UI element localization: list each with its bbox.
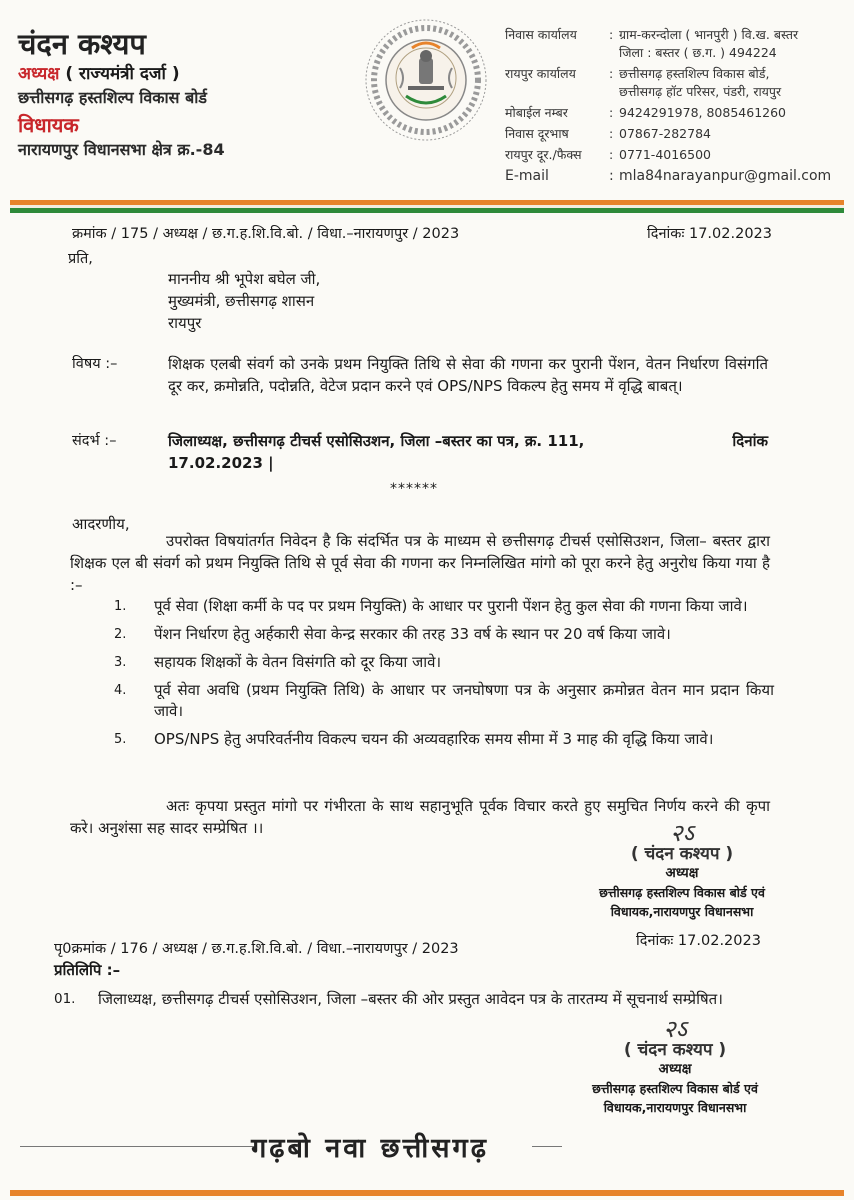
contact-value: जिला : बस्तर ( छ.ग. ) 494224 xyxy=(619,45,777,60)
reference-label: संदर्भ :– xyxy=(72,433,117,449)
footer-stripe xyxy=(10,1190,844,1196)
item-text: पेंशन निर्धारण हेतु अर्हकारी सेवा केन्द्र सरकार की तरह 33 वर्ष के स्थान पर 20 वर्ष किया जावे। xyxy=(154,625,671,643)
signature-block-copy xyxy=(555,1015,795,1117)
item-number: 2. xyxy=(114,627,127,642)
contact-key: रायपुर कार्यालय xyxy=(505,66,576,81)
sender-name: चंदन कश्यप xyxy=(18,27,146,61)
contact-value: 9424291978, 8085461260 xyxy=(619,105,787,120)
footer-rule xyxy=(532,1146,562,1147)
signatory-line: छत्तीसगढ़ हस्तशिल्प विकास बोर्ड एवं xyxy=(599,885,765,900)
item-text: जिलाध्यक्ष, छत्तीसगढ़ टीचर्स एसोसिउशन, जिला –बस्तर की ओर प्रस्तुत आवेदन पत्र के तारतम्य में सूचनार्थ सम्प्रेषित। xyxy=(98,990,723,1008)
item-number: 4. xyxy=(114,683,127,698)
reference-line xyxy=(72,223,772,245)
contact-row-residence-2 xyxy=(505,44,845,62)
item-text: पूर्व सेवा अवधि (प्रथम नियुक्ति तिथि) के आधार पर जनघोषणा पत्र के अनुसार क्रमोन्नत वेतन मान प्रदान किया जावे। xyxy=(154,681,774,720)
item-number: 01. xyxy=(54,991,76,1007)
demands-list xyxy=(114,596,774,757)
subject-label: विषय :– xyxy=(72,356,118,372)
board-name: छत्तीसगढ़ हस्तशिल्प विकास बोर्ड xyxy=(18,88,207,107)
item-number: 1. xyxy=(114,599,127,614)
copy-date: दिनांकः 17.02.2023 xyxy=(636,933,761,949)
letterhead-left xyxy=(18,26,348,162)
copy-reference-number: पृ0क्रमांक / 176 / अध्यक्ष / छ.ग.ह.शि.वि.बो. / विधा.–नारायणपुर / 2023 xyxy=(54,941,459,957)
contact-row-raipur: रायपुर कार्यालय : छत्तीसगढ़ हस्तशिल्प विकास बोर्ड, xyxy=(505,65,845,83)
addressee-line: रायपुर xyxy=(168,314,202,332)
signatory-line: विधायक,नारायणपुर विधानसभा xyxy=(610,904,754,919)
list-item xyxy=(114,652,774,673)
signature-scribble: २ऽ xyxy=(663,1015,687,1043)
contact-key: E-mail xyxy=(505,168,549,184)
letter-date: दिनांकः 17.02.2023 xyxy=(647,226,772,242)
item-number: 5. xyxy=(114,732,127,747)
state-emblem-icon xyxy=(364,18,488,142)
item-text: पूर्व सेवा (शिक्षा कर्मी के पद पर प्रथम नियुक्ति) के आधार पर पुरानी पेंशन हेतु कुल सेवा की गणना किया जावे। xyxy=(154,597,748,615)
reference-text xyxy=(168,430,768,474)
contact-value: 07867-282784 xyxy=(619,126,711,141)
footer-slogan: गढ़बो नवा छत्तीसगढ़ xyxy=(251,1133,489,1164)
copy-heading: प्रतिलिपि :– xyxy=(54,961,121,979)
reference-number: क्रमांक / 175 / अध्यक्ष / छ.ग.ह.शि.वि.बो. / विधा.–नारायणपुर / 2023 xyxy=(72,226,460,242)
addressee-line: मुख्यमंत्री, छत्तीसगढ़ शासन xyxy=(168,292,315,310)
signatory-line: छत्तीसगढ़ हस्तशिल्प विकास बोर्ड एवं xyxy=(592,1081,758,1096)
contact-value: छत्तीसगढ़ हॉट परिसर, पंडरी, रायपुर xyxy=(619,84,782,99)
list-item xyxy=(114,624,774,645)
signatory-name: ( चंदन कश्यप ) xyxy=(623,1040,727,1060)
separator: ****** xyxy=(390,481,438,497)
signature-scribble: २ऽ xyxy=(670,819,694,847)
item-text: OPS/NPS हेतु अपरिवर्तनीय विकल्प चयन की अव्यवहारिक समय सीमा में 3 माह की वृद्धि किया जावे। xyxy=(154,730,714,748)
constituency: नारायणपुर विधानसभा क्षेत्र क्र.-84 xyxy=(18,140,225,159)
list-item xyxy=(54,988,774,1010)
signatory-line: विधायक,नारायणपुर विधानसभा xyxy=(603,1100,747,1115)
signature-block xyxy=(562,819,802,921)
reference-date-word: दिनांक xyxy=(732,432,768,450)
salutation: आदरणीय, xyxy=(72,515,130,533)
contact-row-phone: निवास दूरभाष : 07867-282784 xyxy=(505,125,845,143)
contact-value: ग्राम-करन्दोला ( भानपुरी ) वि.ख. बस्तर xyxy=(619,27,799,42)
contact-row-residence: निवास कार्यालय : ग्राम-करन्दोला ( भानपुरी ) वि.ख. बस्तर xyxy=(505,26,845,44)
mla-title: विधायक xyxy=(18,113,79,137)
signatory-name: ( चंदन कश्यप ) xyxy=(630,844,734,864)
role-prefix: अध्यक्ष xyxy=(18,64,60,84)
addressee-block xyxy=(168,268,320,334)
contact-row-email: E-mail : mla84narayanpur@gmail.com xyxy=(505,166,845,186)
item-number: 3. xyxy=(114,655,127,670)
signatory-designation: अध्यक्ष xyxy=(658,1061,692,1077)
list-item xyxy=(114,729,774,750)
list-item xyxy=(114,680,774,722)
green-stripe xyxy=(10,208,844,213)
contact-row-fax: रायपुर दूर./फैक्स : 0771-4016500 xyxy=(505,146,845,164)
contact-row-mobile: मोबाईल नम्बर : 9424291978, 8085461260 xyxy=(505,104,845,122)
closing-paragraph: अतः कृपया प्रस्तुत मांगो पर गंभीरता के साथ सहानुभूति पूर्वक विचार करते हुए समुचित निर्णय करने की कृपा करे। अनुशंसा सह सादर सम्प्रेषित ।। xyxy=(70,797,770,837)
contact-key: मोबाईल नम्बर xyxy=(505,105,568,120)
contact-row-raipur-2 xyxy=(505,83,845,101)
email-link[interactable]: mla84narayanpur@gmail.com xyxy=(619,168,832,184)
contact-key: निवास कार्यालय xyxy=(505,27,577,42)
intro-paragraph: उपरोक्त विषयांतर्गत निवेदन है कि संदर्भित पत्र के माध्यम से छत्तीसगढ़ टीचर्स एसोसिउशन, जिला– बस्तर द्वारा शिक्षक एल बी संवर्ग को प्रथम नियुक्ति तिथि से पूर्व सेवा की गणना कर निम्नलिखित मांगो को पूरा करने हेतु अनुरोध किया गया है :– xyxy=(70,532,770,594)
contact-value: 0771-4016500 xyxy=(619,147,711,162)
signatory-designation: अध्यक्ष xyxy=(665,865,699,881)
reference-body: जिलाध्यक्ष, छत्तीसगढ़ टीचर्स एसोसिउशन, जिला –बस्तर का पत्र, क्र. 111, xyxy=(168,432,585,450)
contact-key: निवास दूरभाष xyxy=(505,126,569,141)
sender-role xyxy=(18,62,348,86)
letterhead-contacts xyxy=(505,26,845,186)
list-item xyxy=(114,596,774,617)
contact-value: छत्तीसगढ़ हस्तशिल्प विकास बोर्ड, xyxy=(619,66,770,81)
addressee-line: माननीय श्री भूपेश बघेल जी, xyxy=(168,270,321,288)
to-prefix: प्रति, xyxy=(68,251,93,267)
contact-key: रायपुर दूर./फैक्स xyxy=(505,147,582,162)
reference-date: 17.02.2023 | xyxy=(168,454,274,472)
item-text: सहायक शिक्षकों के वेतन विसंगति को दूर किया जावे। xyxy=(154,653,442,671)
role-suffix: ( राज्यमंत्री दर्जा ) xyxy=(65,64,180,84)
subject-text: शिक्षक एलबी संवर्ग को उनके प्रथम नियुक्ति तिथि से सेवा की गणना कर पुरानी पेंशन, वेतन निर्धारण विसंगति दूर कर, क्रमोन्नति, पदोन्नति, वेटेज प्रदान करने एवं OPS/NPS विकल्प हेतु समय में वृद्धि बाबत्। xyxy=(168,355,768,395)
